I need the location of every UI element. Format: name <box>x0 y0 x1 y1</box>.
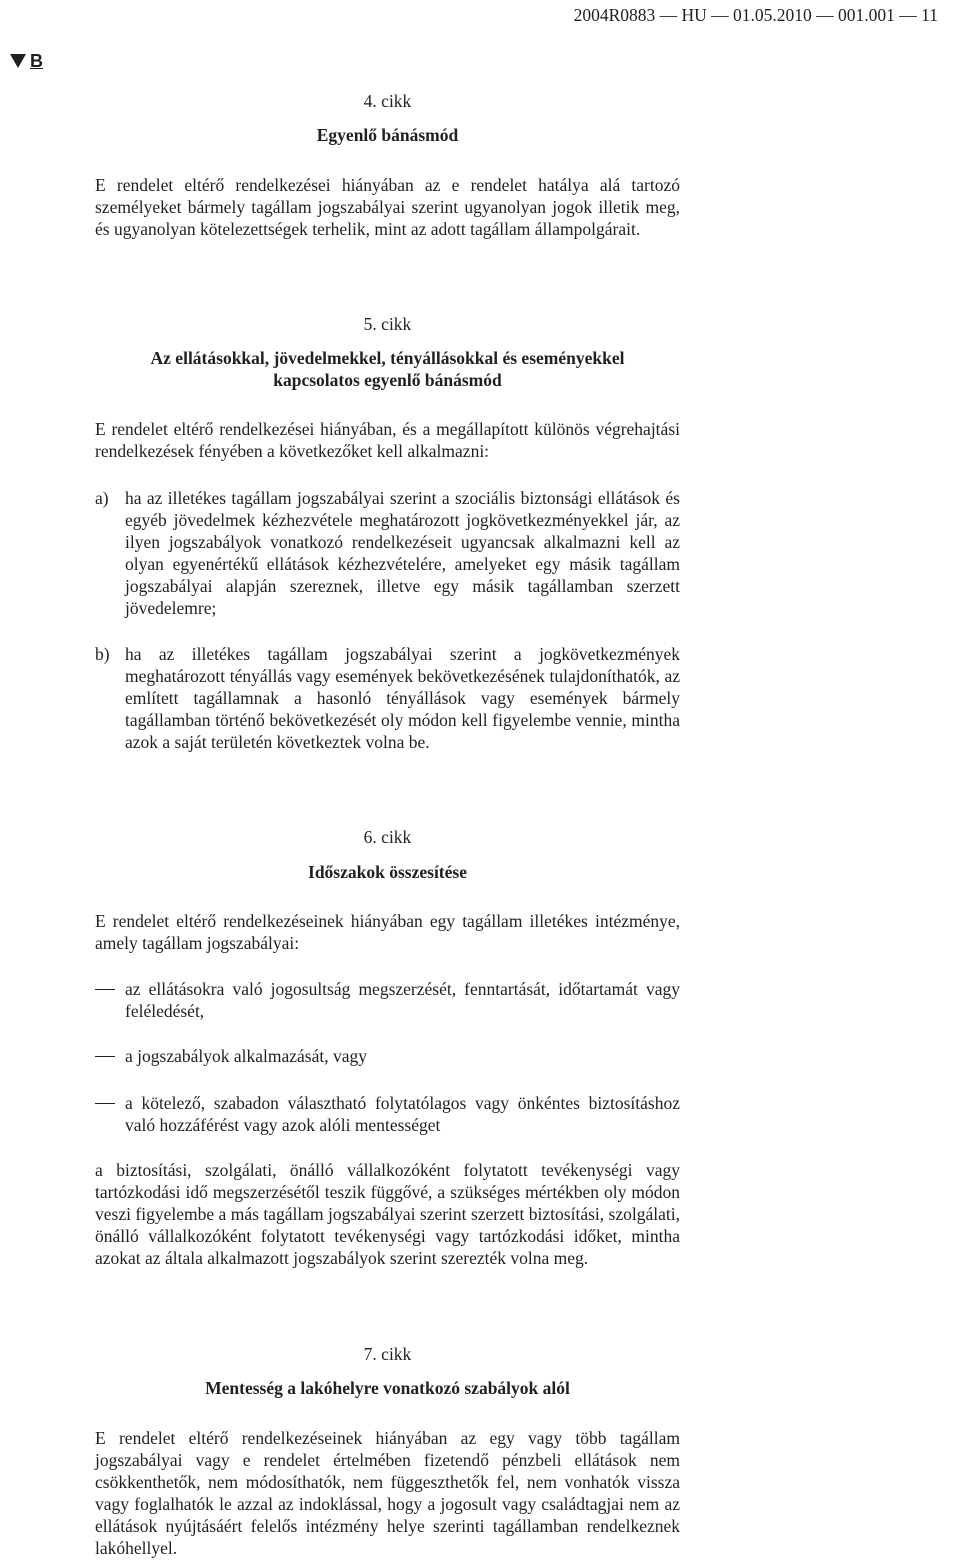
article-7-number: 7. cikk <box>363 1344 412 1364</box>
marker-label: B <box>30 51 43 71</box>
triangle-down-icon <box>10 54 26 68</box>
article-5-number: 5. cikk <box>363 314 412 334</box>
dash-icon <box>95 978 121 990</box>
article-6-dash-item <box>95 1045 680 1067</box>
article-6-number: 6. cikk <box>363 827 412 847</box>
article-5-intro: E rendelet eltérő rendelkezései hiányában, és a megállapított különös végrehajtási rendelkezések fényében a következőket kell alkalmazni: <box>95 419 680 461</box>
article-7-text: E rendelet eltérő rendelkezéseinek hiányában az egy vagy több tagállam jogszabályai vagy e rendelet értelmében fizetendő pénzbeli ellátások nem csökkenthetők, nem módosíthatók, nem függeszthetők fel, nem vonhatók vissza vagy foglalhatók le azzal az indoklással, hogy a jogosult vagy családtagjai nem az ellátások nyújtásáért felelős intézmény helye szerinti tagállamban rendelkeznek lakóhellyel. <box>95 1428 680 1558</box>
dash-icon <box>95 1045 121 1057</box>
article-6-dash-item <box>95 1092 680 1136</box>
article-7-title: Mentesség a lakóhelyre vonatkozó szabályok alól <box>205 1378 570 1398</box>
item-label: a) <box>95 488 109 508</box>
article-6-intro: E rendelet eltérő rendelkezéseinek hiányában egy tagállam illetékes intézménye, amely tagállam jogszabályai: <box>95 911 680 953</box>
document-header: 2004R0883 — HU — 01.05.2010 — 001.001 — 11 <box>573 5 938 25</box>
article-6-dash-item <box>95 978 680 1022</box>
article-6-title: Időszakok összesítése <box>308 862 467 882</box>
article-5-title: Az ellátásokkal, jövedelmekkel, tényállásokkal és eseményekkel kapcsolatos egyenlő bánásmód <box>150 348 625 390</box>
article-4-number: 4. cikk <box>363 91 412 111</box>
item-text: ha az illetékes tagállam jogszabályai szerint a szociális biztonsági ellátások és egyéb jövedelmek kézhezvétele meghatározott jogkövetkezményekkel jár, az ilyen jogszabályok vonatkozó rendelkezéseit ugyancsak alkalmazni kell az olyan egyenértékű ellátások kézhezvételére, amelyeket egy másik tagállam jogszabályai alapján szereznek, illetve egy másik tagállamban szerzett jövedelemre; <box>125 488 680 618</box>
article-4-text: E rendelet eltérő rendelkezései hiányában az e rendelet hatálya alá tartozó személyeket bármely tagállam jogszabályai szerint ugyanolyan jogok illetik meg, és ugyanolyan kötelezettségek terhelik, mint az adott tagállam állampolgárait. <box>95 175 680 239</box>
article-5-item-a <box>95 487 680 619</box>
dash-text: a jogszabályok alkalmazását, vagy <box>125 1046 367 1066</box>
dash-text: az ellátásokra való jogosultság megszerzését, fenntartását, időtartamát vagy feléledését, <box>125 979 680 1021</box>
dash-icon <box>95 1092 121 1104</box>
article-4-title: Egyenlő bánásmód <box>316 125 459 145</box>
dash-text: a kötelező, szabadon választható folytatólagos vagy önkéntes biztosításhoz való hozzáférést vagy azok alóli mentességet <box>125 1093 680 1135</box>
article-6-closing: a biztosítási, szolgálati, önálló vállalkozóként folytatott tevékenységi vagy tartózkodási idő megszerzésétől teszik függővé, a szükséges mértékben oly módon veszi figyelembe a más tagállam jogszabályai szerint szerzett biztosítási, szolgálati, önálló vállalkozóként folytatott tevékenységi vagy tartózkodási időket, mintha azokat az általa alkalmazott jogszabályok szerint szerezték volna meg. <box>95 1160 680 1268</box>
article-5-item-b <box>95 643 680 753</box>
item-label: b) <box>95 644 110 664</box>
item-text: ha az illetékes tagállam jogszabályai szerint a jogkövetkezmények meghatározott tényállás vagy események bekövetkezésének tulajdoníthatók, az említett tagállamnak a hasonló tényállások vagy események bármely tagállamban történő bekövetkezését oly módon kell figyelembe vennie, mintha azok a saját területén következtek volna be. <box>125 644 680 752</box>
amendment-marker <box>10 50 43 72</box>
